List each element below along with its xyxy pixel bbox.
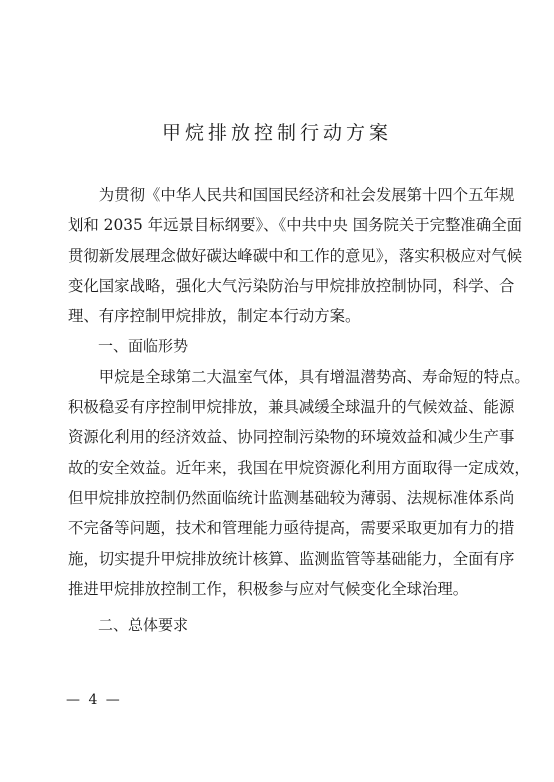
document-body <box>68 180 530 640</box>
text-line: 不完备等问题，技术和管理能力亟待提高，需要采取更加有力的措 <box>68 519 515 538</box>
intro-paragraph <box>68 180 523 331</box>
text-line: 资源化利用的经济效益、协同控制污染物的环境效益和减少生产事 <box>68 428 515 447</box>
text-line: 变化国家战略，强化大气污染防治与甲烷排放控制协同，科学、合 <box>68 276 515 295</box>
text-line: 甲烷是全球第二大温室气体，具有增温潜势高、寿命短的特点。 <box>98 367 530 386</box>
situation-paragraph <box>68 362 530 604</box>
page-number: — 4 — <box>66 692 122 708</box>
section-heading-situation: 一、面临形势 <box>98 337 189 356</box>
text-line: 但甲烷排放控制仍然面临统计监测基础较为薄弱、法规标准体系尚 <box>68 488 515 507</box>
text-line: 贯彻新发展理念做好碳达峰碳中和工作的意见》，落实积极应对气候 <box>68 246 523 265</box>
text-line: 为贯彻《中华人民共和国国民经济和社会发展第十四个五年规 <box>98 186 515 204</box>
text-line: 故的安全效益。近年来，我国在甲烷资源化利用方面取得一定成效， <box>68 458 530 477</box>
text-line: 积极稳妥有序控制甲烷排放，兼具减缓全球温升的气候效益、能源 <box>68 398 515 417</box>
text-line: 划和 2035 年远景目标纲要》、《中共中央 国务院关于完整准确全面 <box>68 216 522 235</box>
text-line: 推进甲烷排放控制工作，积极参与应对气候变化全球治理。 <box>68 579 469 598</box>
document-title: 甲烷排放控制行动方案 <box>161 122 392 144</box>
text-line: 理、有序控制甲烷排放，制定本行动方案。 <box>68 307 361 326</box>
text-line: 施，切实提升甲烷排放统计核算、监测监管等基础能力，全面有序 <box>68 549 515 568</box>
section-heading-requirements: 二、总体要求 <box>98 616 189 635</box>
